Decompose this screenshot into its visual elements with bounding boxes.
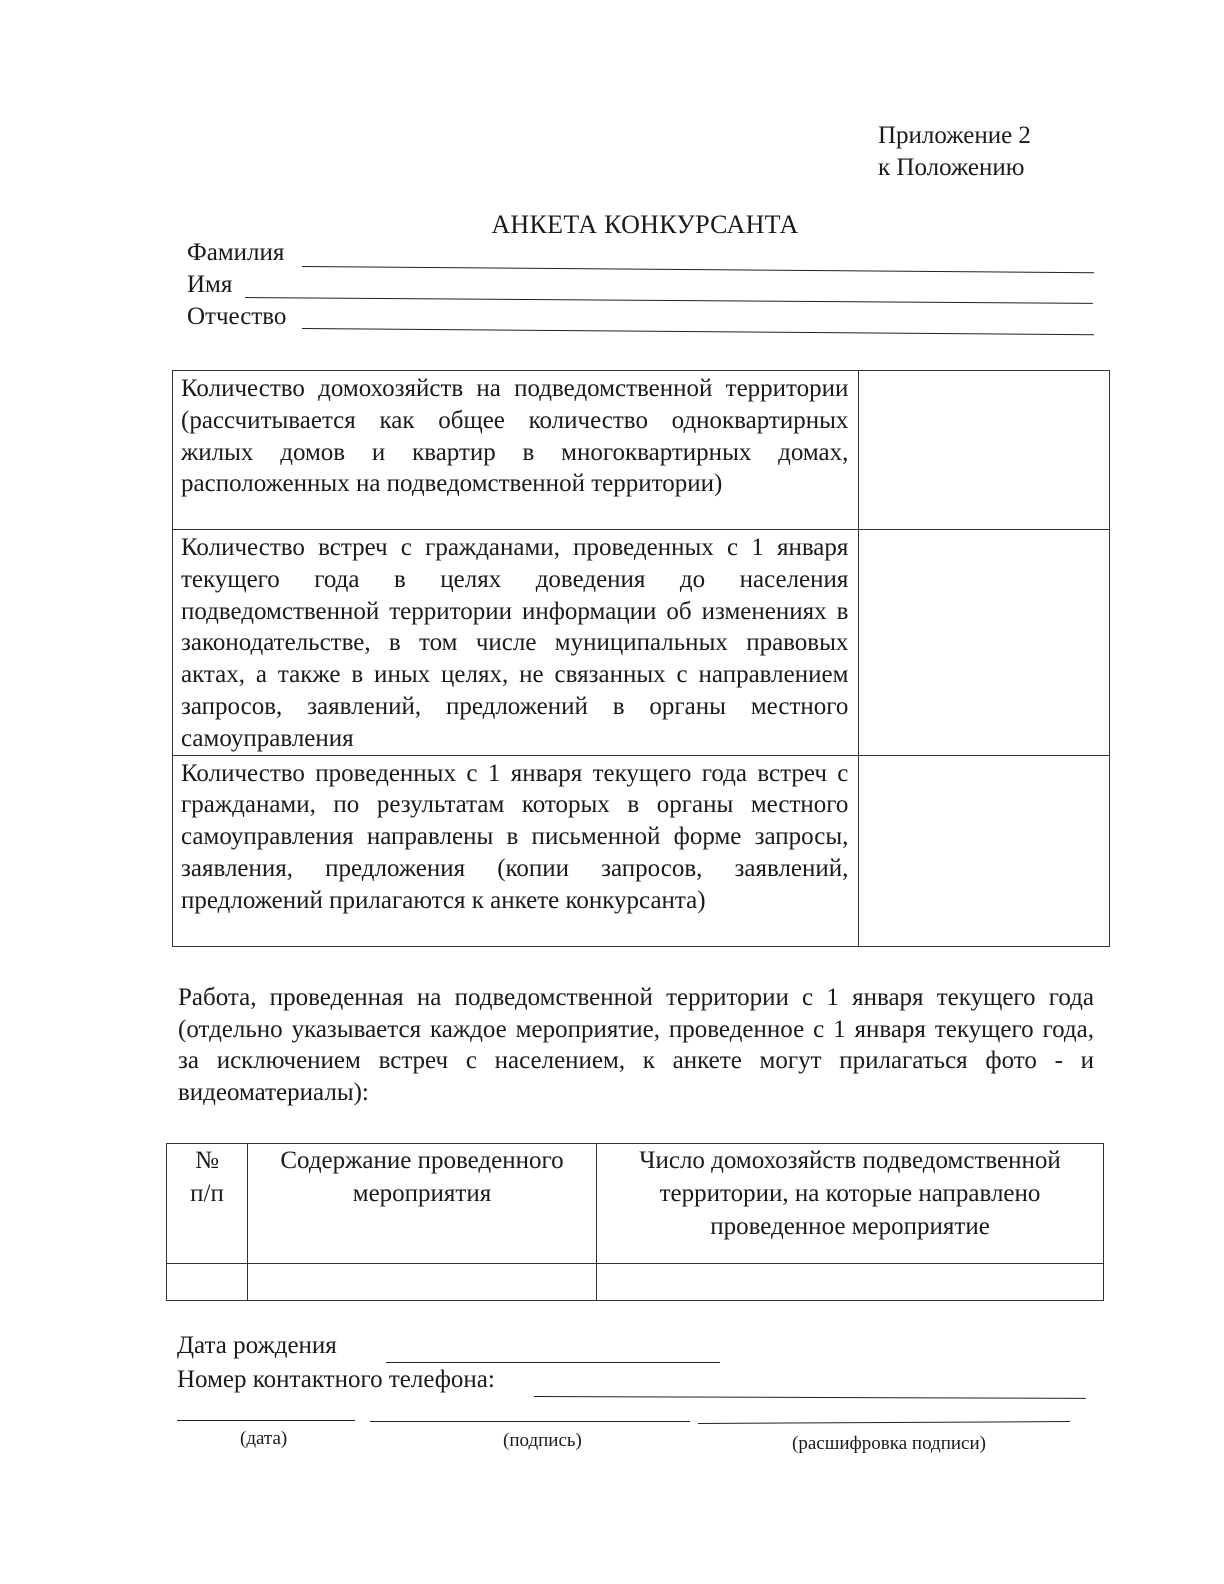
column-header-content: Содержание проведенного мероприятия (248, 1144, 597, 1264)
indicator-question: Количество проведенных с 1 января текущего года встреч с гражданами, по результатам которых в органы местного самоуправления направлены в письменной форме запросы, заявления, предложения (копии запросов, заявлений, предложений прилагаются к анкете конкурсанта) (173, 755, 859, 946)
indicator-question: Количество встреч с гражданами, проведенных с 1 января текущего года в целях доведения до населения подведомственной территории информации об изменениях в законодательстве, в том числе муниципальных правовых актах, а также в иных целях, не связанных с направлением запросов, заявлений, предложений в органы местного самоуправления (173, 530, 859, 756)
appendix-line-2: к Положению (878, 154, 1025, 181)
indicator-answer-cell[interactable] (859, 530, 1110, 756)
signature-caption: (подпись) (503, 1430, 582, 1451)
name-field[interactable] (245, 297, 1093, 304)
birth-date-label: Дата рождения (177, 1332, 337, 1359)
surname-label: Фамилия (187, 239, 285, 266)
date-signature-line[interactable] (177, 1420, 355, 1421)
row-content-cell[interactable] (248, 1264, 597, 1301)
phone-field[interactable] (534, 1396, 1086, 1399)
appendix-note (878, 120, 1031, 184)
number-sign: № (195, 1147, 219, 1174)
table-row (167, 1264, 1104, 1301)
row-number-cell[interactable] (167, 1264, 248, 1301)
patronymic-label: Отчество (187, 303, 287, 330)
surname-field[interactable] (302, 266, 1094, 273)
table-row (173, 755, 1110, 946)
signature-line[interactable] (370, 1421, 690, 1422)
number-abbrev: п/п (190, 1180, 224, 1207)
column-header-households: Число домохозяйств подведомственной территории, на которые направлено проведенное мероприятие (597, 1144, 1104, 1264)
table-header-row (167, 1144, 1104, 1264)
indicator-answer-cell[interactable] (859, 371, 1110, 530)
birth-date-field[interactable] (386, 1362, 720, 1363)
table-row (173, 530, 1110, 756)
indicator-question: Количество домохозяйств на подведомственной территории (рассчитывается как общее количество одноквартирных жилых домов и квартир в многоквартирных домах, расположенных на подведомственной территории) (173, 371, 859, 530)
phone-label: Номер контактного телефона: (177, 1366, 495, 1393)
indicators-table (172, 370, 1110, 947)
table-row (173, 371, 1110, 530)
indicator-answer-cell[interactable] (859, 755, 1110, 946)
signature-decoding-caption: (расшифровка подписи) (792, 1433, 986, 1454)
work-description-paragraph: Работа, проведенная на подведомственной территории с 1 января текущего года (отдельно указывается каждое мероприятие, проведенное с 1 января текущего года, за исключением встреч с населением, к анкете могут прилагаться фото - и видеоматериалы): (178, 984, 1094, 1106)
name-label: Имя (187, 271, 233, 298)
row-households-cell[interactable] (597, 1264, 1104, 1301)
signature-decoding-line[interactable] (698, 1421, 1070, 1424)
appendix-line-1: Приложение 2 (878, 122, 1031, 149)
activities-table (166, 1143, 1104, 1301)
document-title: АНКЕТА КОНКУРСАНТА (491, 210, 799, 239)
date-caption: (дата) (240, 1428, 288, 1449)
column-header-number (167, 1144, 248, 1264)
patronymic-field[interactable] (302, 328, 1094, 335)
